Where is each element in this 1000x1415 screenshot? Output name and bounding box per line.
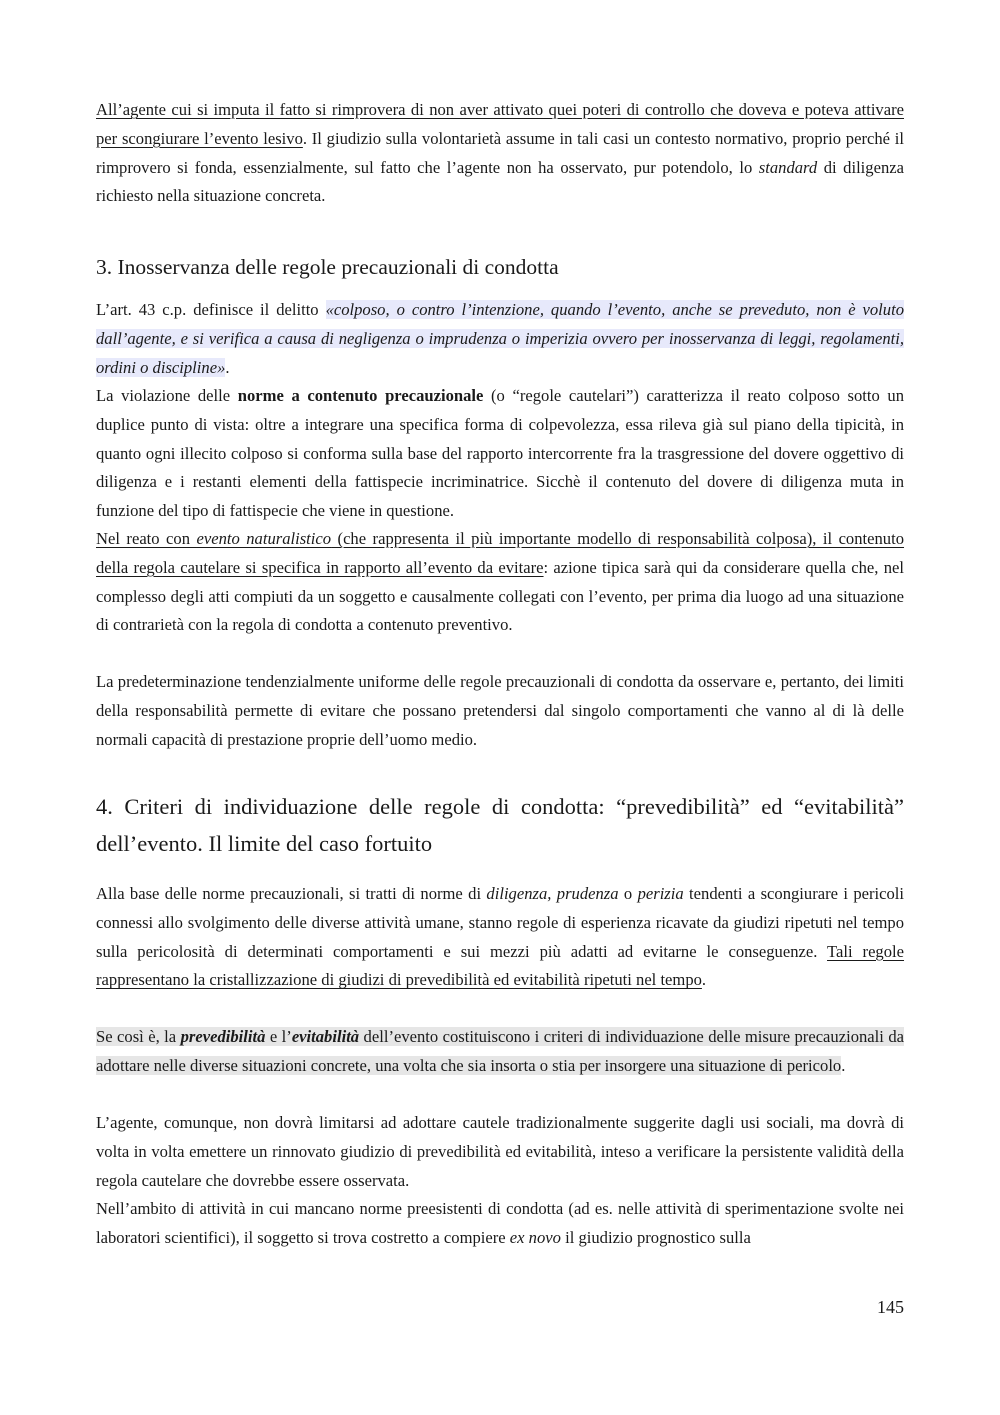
paragraph-agent-judgement: L’agente, comunque, non dovrà limitarsi ad adottare cautele tradizionalmente suggerite dagli usi sociali, ma dovrà di volta in volta emettere un rinnovato giudizio di prevedibilità ed evitabilità, inteso a verificare la persistente validità della regola cautelare che dovrebbe essere osservata. [96, 1113, 904, 1190]
body-text: . [225, 357, 230, 377]
paragraph-agent-reproach [96, 96, 904, 211]
paragraph-precautionary-norms [96, 382, 904, 526]
italic-text: standard [758, 157, 818, 177]
body-text: dell’evento costituiscono i criteri di individuazione delle misure precauzionali da adottare nelle diverse situazioni concrete, una volta che sia insorta o stia per insorgere una situazione di pericolo [96, 1027, 904, 1075]
body-text: Alla base delle norme precauzionali, si tratti di norme di [96, 884, 487, 903]
body-text: Nell’ambito di attività in cui mancano norme preesistenti di condotta (ad es. nelle attività di sperimentazione svolte nei laboratori scientifici), il soggetto si trova costretto a compiere [96, 1199, 904, 1247]
section-heading-4: 4. Criteri di individuazione delle regole di condotta: “prevedibilità” ed “evitabilità” dell’evento. Il limite del caso fortuito [96, 794, 904, 856]
highlighted-quote: «colposo, o contro l’intenzione, quando l’evento, anche se preveduto, non è voluto dall’agente, e si verifica a causa di negligenza o imprudenza o imperizia ovvero per inosservanza di leggi, regolamenti, ordini o discipline» [96, 300, 904, 377]
body-text: il giudizio prognostico sulla [560, 1227, 751, 1247]
section-heading-3: 3. Inosservanza delle regole precauzionali di condotta [96, 255, 559, 279]
body-text: L’art. 43 c.p. definisce il delitto [96, 300, 326, 319]
underlined-text: All’agente cui si imputa il fatto si rimprovera di non aver attivato quei poteri di controllo che doveva e poteva attivare per scongiurare l’evento lesivo [96, 100, 904, 148]
highlighted-text [96, 1027, 904, 1075]
body-text: o [618, 884, 638, 903]
bold-text: norme a contenuto precauzionale [237, 386, 484, 405]
italic-text: ex novo [509, 1227, 561, 1247]
paragraph-naturalistic-event [96, 525, 904, 640]
body-text: tendenti a scongiurare i pericoli connessi allo svolgimento delle diverse attività umane, stanno regole di esperienza ricavate da giudizi ripetuti nel tempo sulla pericolosità di determinati comportamenti e sui mezzi più adatti ad evitarne le conseguenze. [96, 884, 904, 961]
body-text: : azione tipica sarà qui da considerare quella che, nel complesso degli atti compiuti da un soggetto e causalmente collegati con l’evento, per prima dia luogo ad una situazione di contrarietà con la regola di condotta a contenuto preventivo. [96, 557, 904, 635]
body-text: La violazione delle [96, 386, 238, 405]
underlined-text: Nel reato con [96, 529, 197, 548]
paragraph-norms-basis [96, 880, 904, 995]
underlined-text: Tali regole rappresentano la cristallizzazione di giudizi di prevedibilità ed evitabilità ripetuti nel tempo [96, 941, 905, 990]
body-text: . Il giudizio sulla volontarietà assume in tali casi un contesto normativo, proprio perché il rimprovero si fonda, essenzialmente, sul fatto che l’agente non ha osservato, pur potendolo, lo [96, 128, 904, 177]
underlined-italic-text: evento naturalistico [196, 529, 332, 548]
body-text: di diligenza richiesto nella situazione concreta. [96, 157, 904, 206]
body-text: . [841, 1055, 846, 1075]
italic-text: diligenza, prudenza [486, 884, 619, 903]
underlined-text: (che rappresenta il più importante modello di responsabilità colposa), il contenuto della regola cautelare si specifica in rapporto all’evento da evitare [96, 529, 905, 577]
paragraph-predetermination: La predeterminazione tendenzialmente uniforme delle regole precauzionali di condotta da osservare e, pertanto, dei limiti della responsabilità permette di evitare che possano pretendersi dal singolo comportamenti che vanno al di là delle normali capacità di prestazione proprie dell’uomo medio. [96, 672, 904, 749]
body-text: Se così è, la [96, 1027, 181, 1046]
body-text: e l’ [265, 1027, 292, 1046]
paragraph-foreseeability [96, 1023, 904, 1081]
paragraph-no-preexisting-norms [96, 1195, 904, 1253]
bold-italic-text: evitabilità [291, 1027, 360, 1046]
body-text: . [701, 970, 707, 990]
italic-text: perizia [637, 884, 684, 903]
body-text: (o “regole cautelari”) caratterizza il reato colposo sotto un duplice punto di vista: oltre a integrare una specifica forma di colpevolezza, essa rileva già sul piano della tipicità, in quanto ogni illecito colposo si conforma sulla base del rapporto intercorrente fra la trasgressione del dovere oggettivo di diligenza e i restanti elementi della fattispecie incriminatrice. Sicchè il contenuto del dovere di diligenza muta in funzione del tipo di fattispecie che viene in questione. [96, 386, 904, 520]
page-number: 145 [877, 1297, 904, 1317]
paragraph-art-43 [96, 296, 904, 382]
bold-italic-text: prevedibilità [180, 1027, 266, 1046]
